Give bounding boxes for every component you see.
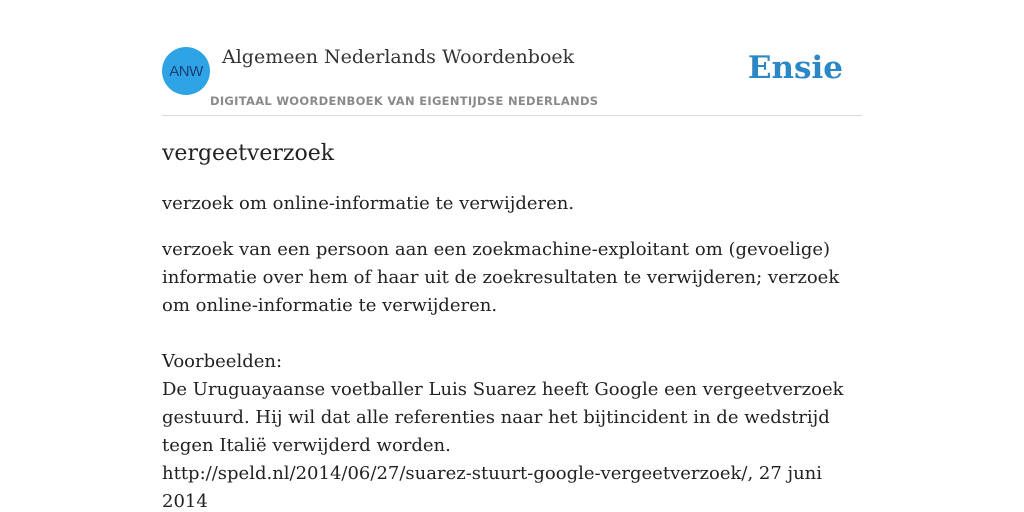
header-divider [162,115,862,116]
short-definition: verzoek om online-informatie te verwijderen. [162,193,575,214]
long-definition: verzoek van een persoon aan een zoekmachine-exploitant om (gevoelige) informatie over hem of haar uit de zoekresultaten te verwijderen; verzoek om online-informatie te verwijderen. [162,239,840,316]
examples-label: Voorbeelden: [162,351,283,372]
ensie-brand-logo[interactable]: Ensie [747,50,843,86]
example-text: De Uruguayaanse voetballer Luis Suarez heeft Google een vergeetverzoek gestuurd. Hij wil dat alle referenties naar het bijtincident in de wedstrijd tegen Italië verwijderd worden. [162,379,844,456]
entry-headword: vergeetverzoek [162,141,335,166]
site-title[interactable]: Algemeen Nederlands Woordenboek [222,46,575,68]
anw-logo[interactable] [162,47,210,95]
example-source: http://speld.nl/2014/06/27/suarez-stuurt-google-vergeetverzoek/, 27 juni 2014 [162,463,823,512]
site-subtitle: DIGITAAL WOORDENBOEK VAN EIGENTIJDSE NEDERLANDS [210,94,599,108]
spacer [162,320,862,348]
logo-text: ANW [169,62,203,80]
entry-content [162,138,862,512]
